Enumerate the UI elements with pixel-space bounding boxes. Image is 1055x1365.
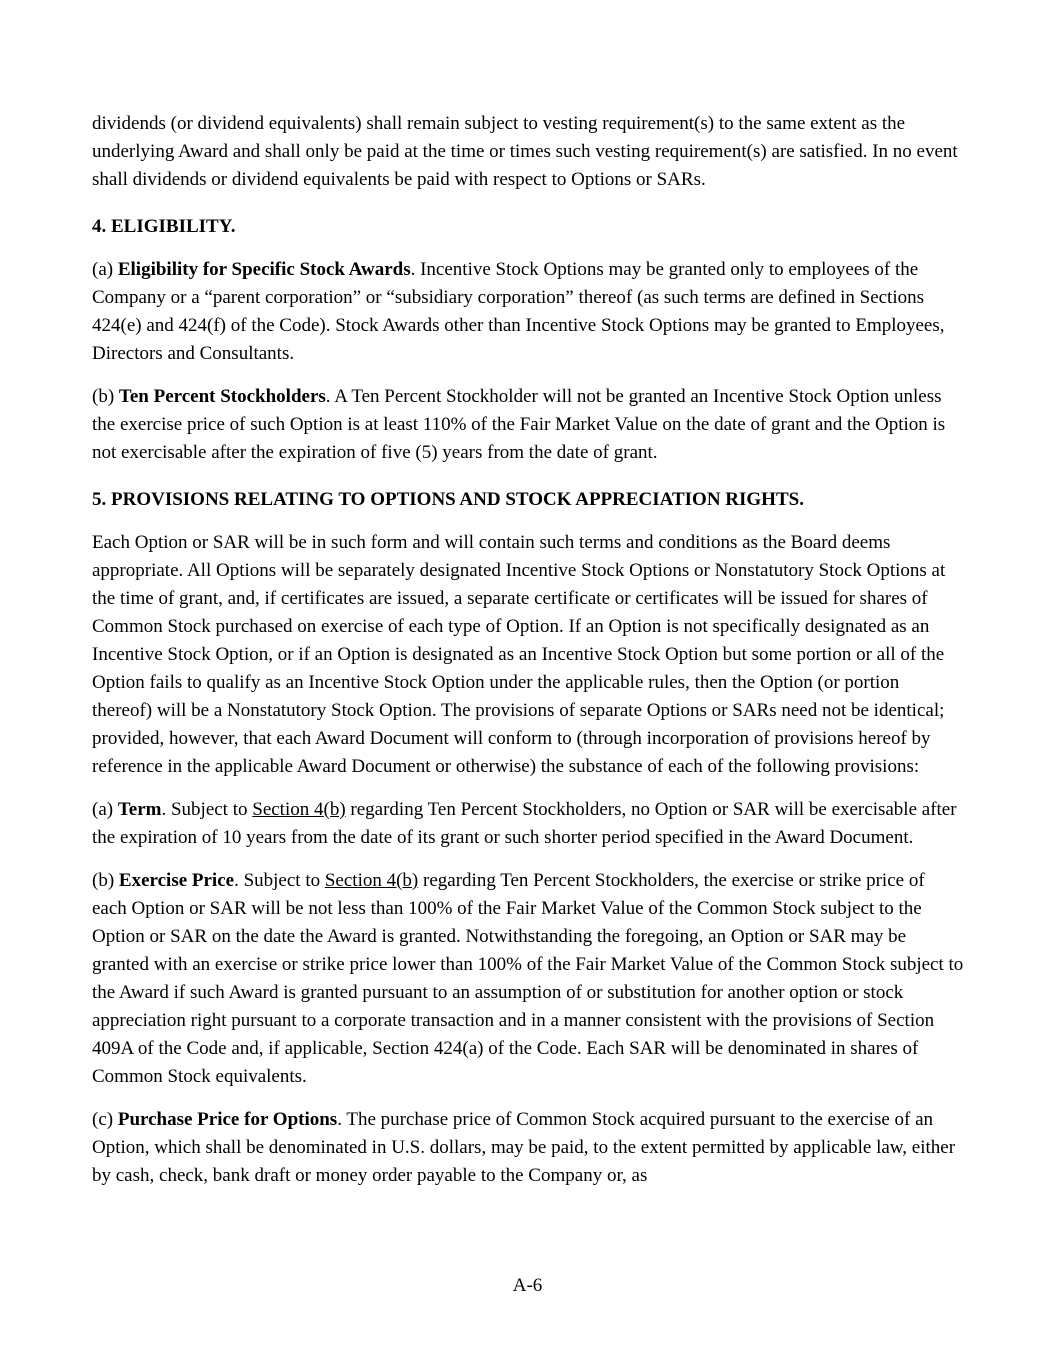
section-heading bbox=[92, 486, 964, 514]
text-run: (b) bbox=[92, 870, 119, 891]
text-run: regarding Ten Percent Stockholders, the exercise or strike price of each Option or SAR will be not less than 100% of the Fair Market Value of the Common Stock subject to the Option or SAR on the date the Award is granted. Notwithstanding the foregoing, an Option or SAR may be granted with an exercise or strike price lower than 100% of the Fair Market Value of the Common Stock subject to the Award if such Award is granted pursuant to an assumption of or substitution for another option or stock appreciation right pursuant to a corporate transaction and in a manner consistent with the provisions of Section 409A of the Code and, if applicable, Section 424(a) of the Code. Each SAR will be denominated in shares of Common Stock equivalents. bbox=[92, 870, 964, 1087]
text-run: (c) bbox=[92, 1109, 118, 1130]
text-run: . Subject to bbox=[161, 799, 253, 820]
text-run: . Subject to bbox=[234, 870, 325, 891]
text-run: Ten Percent Stockholders bbox=[118, 386, 326, 407]
section-heading bbox=[92, 213, 964, 241]
text-run: . The purchase price of Common Stock acquired pursuant to the exercise of an Option, which shall be denominated in U.S. dollars, may be paid, to the extent permitted by applicable law, either by cash, check, bank draft or money order payable to the Company or, as bbox=[92, 1109, 956, 1186]
text-run: (a) bbox=[92, 259, 118, 280]
paragraph bbox=[92, 110, 964, 194]
paragraph bbox=[92, 796, 964, 852]
section-reference: Section 4(b) bbox=[252, 799, 346, 820]
text-run: Purchase Price for Options bbox=[117, 1109, 338, 1130]
paragraph bbox=[92, 256, 964, 368]
text-run: regarding Ten Percent Stockholders, no Option or SAR will be exercisable after the expiration of 10 years from the date of its grant or such shorter period specified in the Award Document. bbox=[92, 799, 957, 848]
text-run: Term bbox=[117, 799, 162, 820]
paragraph bbox=[92, 383, 964, 467]
text-run: 4. ELIGIBILITY. bbox=[92, 216, 236, 237]
paragraph bbox=[92, 1106, 964, 1190]
paragraph bbox=[92, 529, 964, 781]
text-run: Eligibility for Specific Stock Awards bbox=[117, 259, 411, 280]
text-run: 5. PROVISIONS RELATING TO OPTIONS AND STOCK APPRECIATION RIGHTS. bbox=[92, 489, 804, 510]
section-reference: Section 4(b) bbox=[324, 870, 419, 891]
text-run: Exercise Price bbox=[118, 870, 235, 891]
text-run: . Incentive Stock Options may be granted only to employees of the Company or a “parent corporation” or “subsidiary corporation” thereof (as such terms are defined in Sections 424(e) and 424(f) of the Code). Stock Awards other than Incentive Stock Options may be granted to Employees, Directors and Consultants. bbox=[92, 259, 945, 364]
text-run: dividends (or dividend equivalents) shall remain subject to vesting requirement(s) to the same extent as the underlying Award and shall only be paid at the time or times such vesting requirement(s) are satisfied. In no event shall dividends or dividend equivalents be paid with respect to Options or SARs. bbox=[92, 113, 958, 190]
text-run: (b) bbox=[92, 386, 119, 407]
text-run: Each Option or SAR will be in such form and will contain such terms and conditions as the Board deems appropriate. All Options will be separately designated Incentive Stock Options or Nonstatutory Stock Options at the time of grant, and, if certificates are issued, a separate certificate or certificates will be issued for shares of Common Stock purchased on exercise of each type of Option. If an Option is not specifically designated as an Incentive Stock Option, or if an Option is designated as an Incentive Stock Option but some portion or all of the Option fails to qualify as an Incentive Stock Option under the applicable rules, then the Option (or portion thereof) will be a Nonstatutory Stock Option. The provisions of separate Options or SARs need not be identical; provided, however, that each Award Document will conform to (through incorporation of provisions hereof by reference in the applicable Award Document or otherwise) the substance of each of the following provisions: bbox=[92, 532, 946, 777]
page-number: A-6 bbox=[512, 1275, 543, 1296]
text-run: . A Ten Percent Stockholder will not be granted an Incentive Stock Option unless the exercise price of such Option is at least 110% of the Fair Market Value on the date of grant and the Option is not exercisable after the expiration of five (5) years from the date of grant. bbox=[92, 386, 946, 463]
text-run: (a) bbox=[92, 799, 118, 820]
paragraph bbox=[92, 867, 964, 1091]
document-body bbox=[92, 110, 964, 1205]
